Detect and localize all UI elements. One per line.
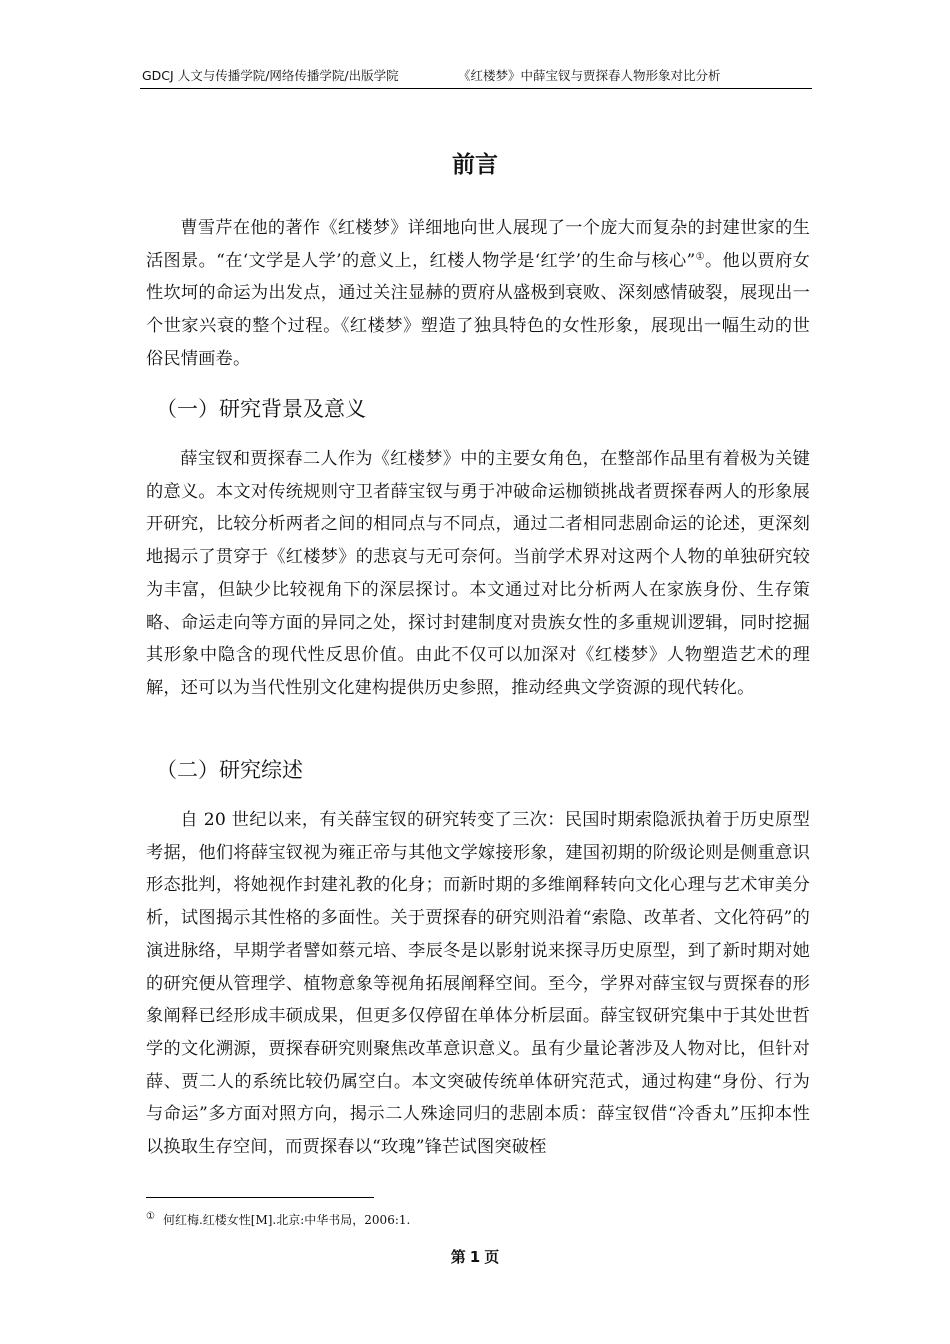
header-paper-title: 《红楼梦》中薛宝钗与贾探春人物形象对比分析 [458, 68, 721, 83]
page-number-suffix: 页 [484, 1248, 500, 1266]
page-title: 前言 [452, 152, 498, 178]
section-heading-background: （一）研究背景及意义 [156, 397, 366, 421]
page-number [0, 1246, 950, 1268]
header-institution: GDCJ 人文与传播学院/网络传播学院/出版学院 [142, 68, 399, 83]
section-review-paragraph: 自 20 世纪以来，有关薛宝钗的研究转变了三次：民国时期索隐派执着于历史原型考据，他们将薛宝钗视为雍正帝与其他文学嫁接形象，建国初期的阶级论则是侧重意识形态批判，将她视作封建礼教的化身；而新时期的多维阐释转向文化心理与艺术审美分析，试图揭示其性格的多面性。关于贾探春的研究则沿着“索隐、改革者、文化符码”的演进脉络，早期学者譬如蔡元培、李辰冬是以影射说来探寻历史原型，到了新时期对她的研究便从管理学、植物意象等视角拓展阐释空间。至今，学界对薛宝钗与贾探春的形象阐释已经形成丰硕成果，但更多仅停留在单体分析层面。薛宝钗研究集中于其处世哲学的文化溯源，贾探春研究则聚焦改革意识意义。虽有少量论著涉及人物对比，但针对薛、贾二人的系统比较仍属空白。本文突破传统单体研究范式，通过构建“身份、行为与命运”多方面对照方向，揭示二人殊途同归的悲剧本质：薛宝钗借“冷香丸”压抑本性以换取生存空间，而贾探春以“玫瑰”锋芒试图突破桎 [146, 810, 810, 1158]
section-background-paragraph: 薛宝钗和贾探春二人作为《红楼梦》中的主要女角色，在整部作品里有着极为关键的意义。本文对传统规则守卫者薛宝钗与勇于冲破命运枷锁挑战者贾探春两人的形象展开研究，比较分析两者之间的相同点与不同点，通过二者相同悲剧命运的论述，更深刻地揭示了贯穿于《红楼梦》的悲哀与无可奈何。当前学术界对这两个人物的单独研究较为丰富，但缺少比较视角下的深层探讨。本文通过对比分析两人在家族身份、生存策略、命运走向等方面的异同之处，探讨封建制度对贵族女性的多重规训逻辑，同时挖掘其形象中隐含的现代性反思价值。由此不仅可以加深对《红楼梦》人物塑造艺术的理解，还可以为当代性别文化建构提供历史参照，推动经典文学资源的现代转化。 [146, 449, 810, 698]
section-heading-review: （二）研究综述 [156, 758, 303, 782]
intro-text-before: 曹雪芹在他的著作《红楼梦》详细地向世人展现了一个庞大而复杂的封建世家的生活图景。“在‘文学是人学’的意义上，红楼人物学是‘红学’的生命与核心” [146, 218, 810, 271]
footnote-text: 何红梅.红楼女性[M].北京:中华书局，2006:1. [162, 1213, 411, 1227]
running-header [140, 66, 812, 89]
footnote-reference[interactable]: ① [695, 250, 705, 262]
page-number-value: 1 [469, 1248, 481, 1266]
intro-text-after: 。他以贾府女性坎坷的命运为出发点，通过关注显赫的贾府从盛极到衰败、深刻感情破裂，展现出一个世家兴衰的整个过程。《红楼梦》塑造了独具特色的女性形象，展现出一幅生动的世俗民情画卷。 [146, 250, 811, 369]
footnote-divider [146, 1197, 374, 1198]
page-number-prefix: 第 [450, 1248, 466, 1266]
footnote [146, 1208, 410, 1229]
footnote-mark: ① [146, 1211, 155, 1222]
intro-paragraph [146, 212, 810, 376]
